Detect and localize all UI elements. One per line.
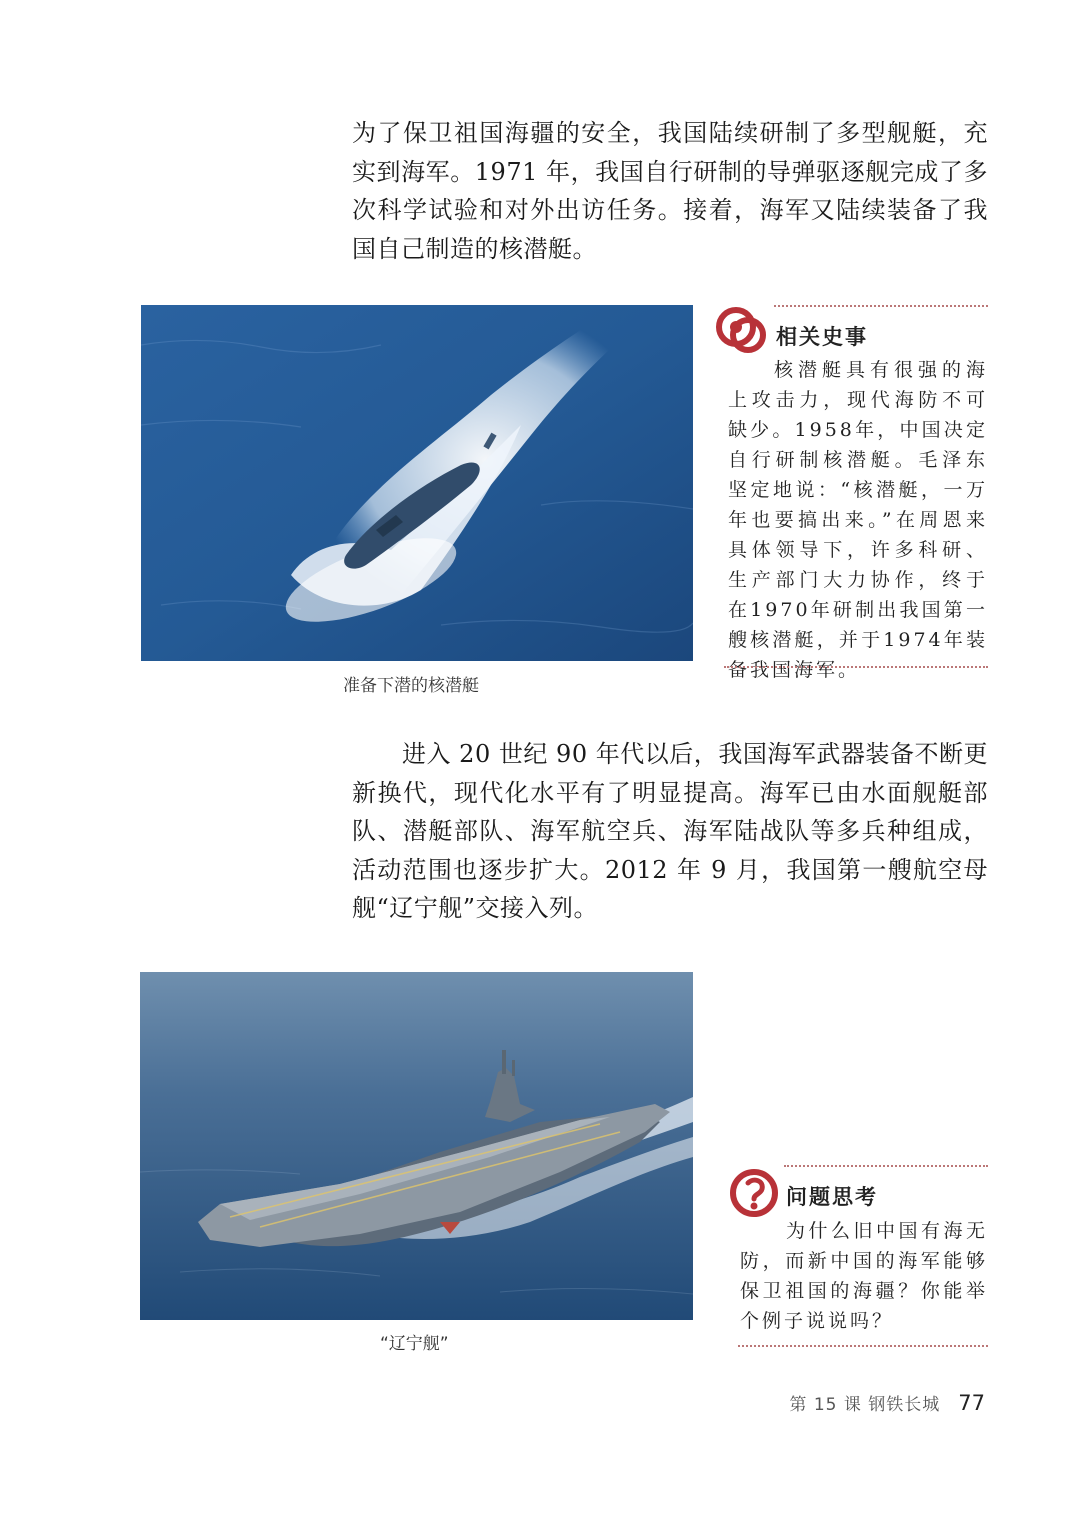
question-icon [728, 1167, 780, 1219]
submarine-caption: 准备下潜的核潜艇 [343, 676, 479, 696]
divider-bottom [724, 666, 988, 668]
related-history-box [716, 305, 988, 681]
body-paragraph-2: 进入 20 世纪 90 年代以后，我国海军武器装备不断更新换代，现代化水平有了明显提高。海军已由水面舰艇部队、潜艇部队、海军航空兵、海军陆战队等多兵种组成，活动范围也逐步扩大。2012 年 9 月，我国第一艘航空母舰“辽宁舰”交接入列。 [352, 740, 988, 922]
question-box [728, 1165, 988, 1350]
lesson-title: 第 15 课 钢铁长城 [789, 1395, 941, 1415]
question-heading: 问题思考 [786, 1185, 878, 1209]
related-history-text: 核潜艇具有很强的海上攻击力，现代海防不可缺少。1958年，中国决定自行研制核潜艇。毛泽东坚定地说：“核潜艇，一万年也要搞出来。”在周恩来具体领导下，许多科研、生产部门大力协作，终于在1970年研制出我国第一艘核潜艇，并于1974年装备我国海军。 [728, 359, 988, 681]
page-footer [789, 1390, 985, 1415]
question-text: 为什么旧中国有海无防，而新中国的海军能够保卫祖国的海疆？你能举个例子说说吗？ [740, 1220, 988, 1332]
page-number: 77 [958, 1391, 985, 1415]
carrier-caption: “辽宁舰” [380, 1334, 449, 1354]
submarine-photo [141, 305, 693, 661]
related-history-heading: 相关史事 [776, 325, 868, 349]
divider-top [774, 305, 988, 307]
carrier-photo [140, 972, 693, 1320]
body-paragraph-1: 为了保卫祖国海疆的安全，我国陆续研制了多型舰艇，充实到海军。1971 年，我国自行研制的导弹驱逐舰完成了多次科学试验和对外出访任务。接着，海军又陆续装备了我国自己制造的核潜艇。 [352, 119, 988, 263]
divider-bottom [738, 1345, 988, 1347]
divider-top [784, 1165, 988, 1167]
related-history-icon [716, 305, 768, 357]
